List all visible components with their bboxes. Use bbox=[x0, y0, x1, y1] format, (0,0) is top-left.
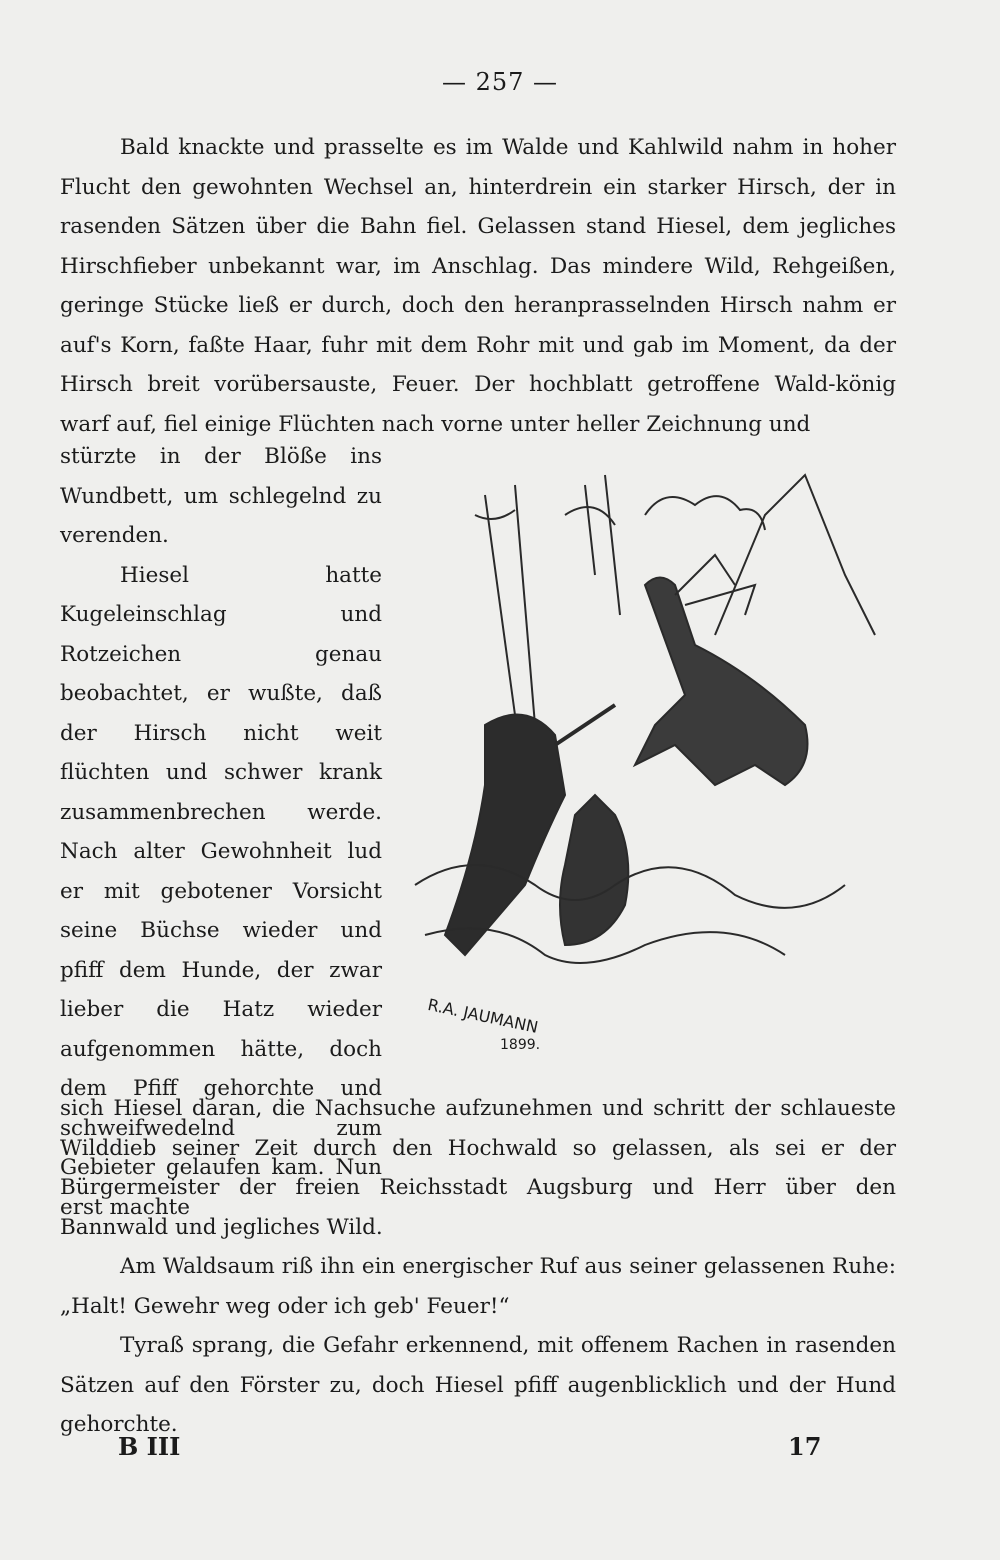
sheet-number: 17 bbox=[788, 1432, 822, 1461]
bottom-text-block bbox=[60, 1089, 896, 1445]
stag-hunter-engraving bbox=[395, 455, 925, 1080]
page-number: — 257 — bbox=[441, 68, 559, 96]
paragraph-waldsaum: Am Waldsaum riß ihn ein energischer Ruf aus seiner gelassenen Ruhe: „Halt! Gewehr weg oder ich geb' Feuer!“ bbox=[60, 1254, 896, 1319]
signature-mark: B III bbox=[118, 1432, 181, 1461]
paragraph-nachsuche: sich Hiesel daran, die Nachsuche aufzunehmen und schritt der schlaueste Wilddieb seiner Zeit durch den Hochwald so gelassen, als sei er der Bürgermeister der freien Reichsstadt Augsburg und Herr über den Bannwald und jegliches Wild. bbox=[60, 1096, 896, 1240]
top-text-block bbox=[60, 128, 896, 444]
artist-signature: R.A. JAUMANN bbox=[426, 995, 540, 1037]
illustration-signature bbox=[426, 995, 630, 1075]
paragraph-hunt: Bald knackte und prasselte es im Walde und Kahlwild nahm in hoher Flucht den gewohnten Wechsel an, hinterdrein ein starker Hirsch, der in rasenden Sätzen über die Bahn fiel. Gelassen stand Hiesel, dem jegliches Hirschfieber unbekannt war, im Anschlag. Das mindere Wild, Rehgeißen, geringe Stücke ließ er durch, doch den heranprasselnden Hirsch nahm er auf's Korn, faßte Haar, fuhr mit dem Rohr mit und gab im Moment, da der Hirsch breit vorübersauste, Feuer. Der hochblatt getroffene Wald-könig warf auf, fiel einige Flüchten nach vorne unter heller Zeichnung und bbox=[60, 135, 896, 437]
paragraph-continuation: stürzte in der Blöße ins Wundbett, um schlegelnd zu verenden. bbox=[60, 444, 382, 548]
hunting-illustration bbox=[395, 455, 925, 1080]
paragraph-hiesel: Hiesel hatte Kugeleinschlag und Rotzeichen genau beobachtet, er wußte, daß der Hirsch nicht weit flüchten und schwer krank zusammenbrechen werde. Nach alter Gewohnheit lud er mit gebotener Vorsicht seine Büchse wieder und pfiff dem Hunde, der zwar lieber die Hatz wieder aufgenommen hätte, doch dem Pfiff gehorchte und schweifwedelnd zum Gebieter gelaufen kam. Nun erst machte bbox=[60, 562, 382, 1220]
illustration-year: 1899. bbox=[500, 1037, 541, 1053]
paragraph-tyrass: Tyraß sprang, die Gefahr erkennend, mit offenem Rachen in rasenden Sätzen auf den Förster zu, doch Hiesel pfiff augenblicklich und der Hund gehorchte. bbox=[60, 1333, 896, 1437]
